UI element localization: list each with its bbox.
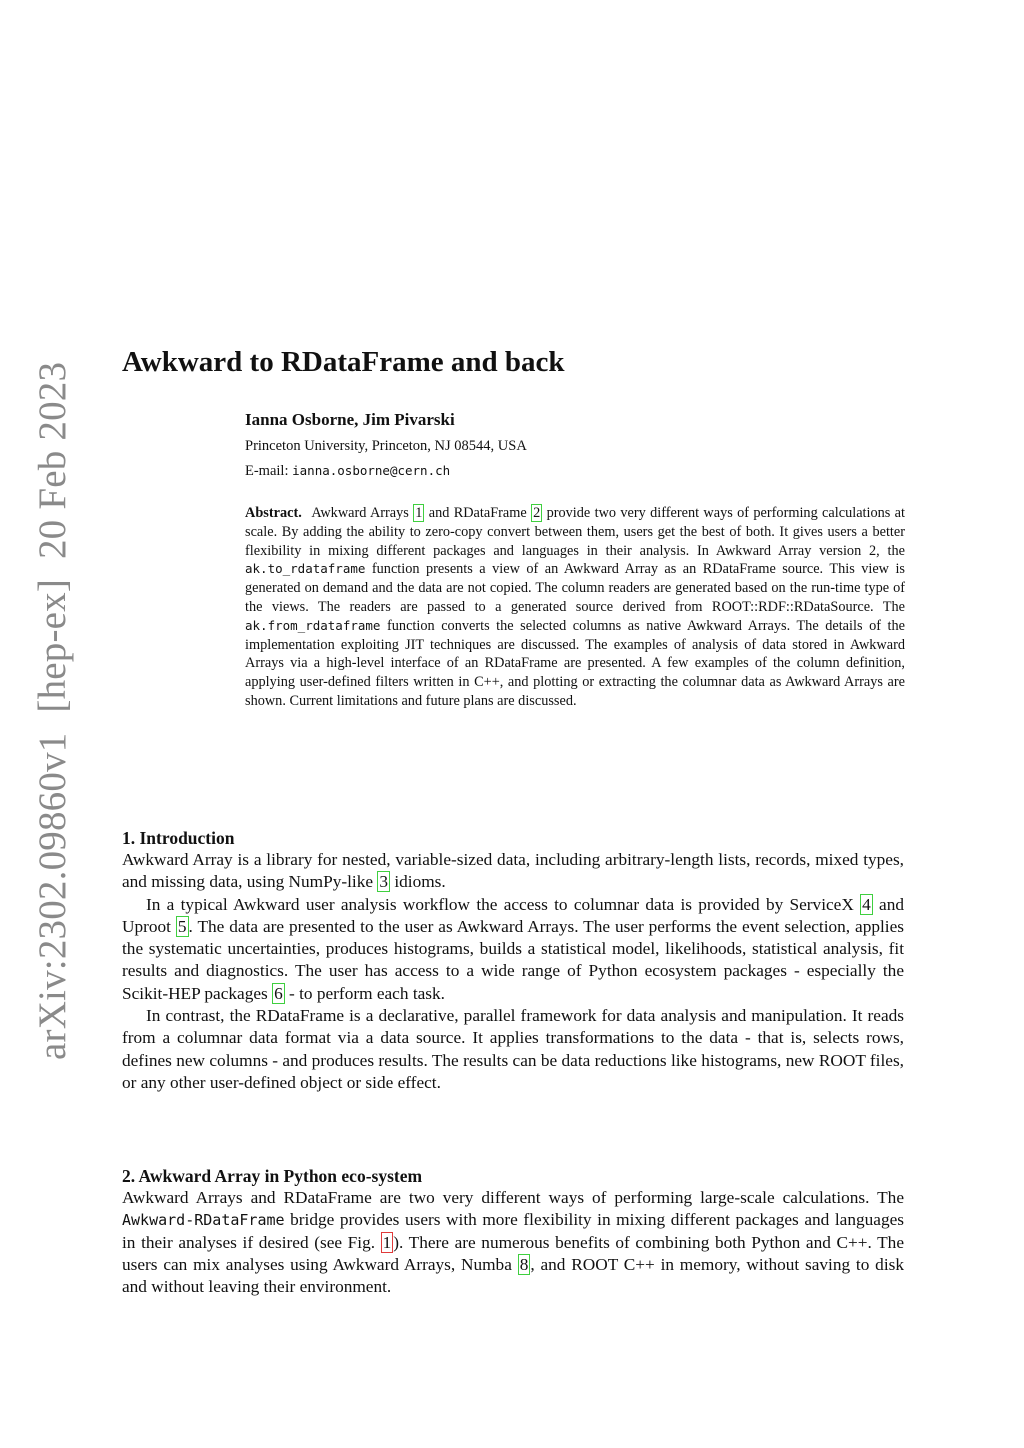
paragraph: In contrast, the RDataFrame is a declarative, parallel framework for data analysis and manipulation. It reads from a columnar data format via a data source. It applies transformations to the data - that is, selects rows, defines new columns - and produces results. The results can be data reductions like histograms, new ROOT files, or any other user-defined object or side effect. (122, 1006, 904, 1092)
inline-code: Awkward-RDataFrame (122, 1211, 285, 1230)
abstract-text: function presents a view of an Awkward Array as an RDataFrame source. This view is generated on demand and the data are not copied. The column readers are generated based on the run-time type of the views. The readers are passed to a generated source derived from ROOT::RDF::RDataSource. The (245, 561, 905, 615)
citation-link[interactable]: 1 (415, 505, 423, 521)
arxiv-stamp (30, 362, 75, 1060)
paragraph-text: - to perform each task. (289, 983, 445, 1003)
inline-code: ak.from_rdataframe (245, 617, 381, 633)
abstract-text: provide two very different ways of performing calculations at scale. By adding the ability to zero-copy convert between them, users get the best of both. It gives users a better flexibility in mixing different packages and languages in their analysis. In Awkward Array version 2, the (245, 505, 905, 559)
paragraph (122, 1187, 904, 1298)
section-heading: 2. Awkward Array in Python eco-system (122, 1166, 423, 1186)
paragraph (122, 894, 904, 1005)
authors: Ianna Osborne, Jim Pivarski (245, 410, 455, 429)
section-introduction (122, 828, 904, 1094)
citation-link[interactable]: 6 (274, 983, 283, 1003)
arxiv-category: [hep-ex] (31, 578, 74, 713)
citation-link[interactable]: 3 (379, 872, 389, 892)
paper-title: Awkward to RDataFrame and back (122, 346, 565, 378)
paragraph-text: , and ROOT C++ in memory, without saving to disk and without leaving their environment. (122, 1254, 904, 1297)
front-matter (245, 410, 905, 711)
citation-link[interactable]: 5 (177, 916, 187, 936)
paragraph-text: idioms. (394, 872, 446, 892)
affiliation: Princeton University, Princeton, NJ 08544, USA (245, 438, 527, 454)
paragraph-text: In a typical Awkward user analysis workflow the access to columnar data is provided by ServiceX (146, 894, 854, 914)
paragraph-text: and Uproot (122, 894, 904, 936)
abstract-text: and RDataFrame (428, 505, 527, 521)
arxiv-date: 20 Feb 2023 (31, 361, 74, 560)
paragraph-text: ). There are numerous benefits of combining both Python and C++. The users can mix analyses using Awkward Arrays, Numba (122, 1232, 904, 1274)
paragraph-text: bridge provides users with more flexibility in mixing different packages and languages in their analyses if desired (see Fig. (122, 1210, 904, 1252)
abstract-label: Abstract. (245, 505, 302, 521)
section-heading: 1. Introduction (122, 828, 235, 848)
arxiv-id: arXiv:2302.09860v1 (31, 732, 74, 1060)
abstract (245, 504, 905, 711)
citation-link[interactable]: 2 (533, 505, 541, 521)
abstract-text: Awkward Arrays (311, 505, 409, 521)
email-label: E-mail: (245, 463, 289, 479)
paragraph-text: Awkward Array is a library for nested, variable-sized data, including arbitrary-length lists, records, mixed types, and missing data, using NumPy-like (122, 850, 904, 892)
abstract-text: function converts the selected columns as native Awkward Arrays. The details of the implementation exploiting JIT techniques are discussed. The examples of analysis of data stored in Awkward Arrays via a high-level interface of an RDataFrame are presented. A few examples of the column definition, applying user-defined filters written in C++, and plotting or extracting the columnar data as Awkward Arrays are shown. Current limitations and future plans are discussed. (245, 617, 905, 709)
figure-link[interactable]: 1 (382, 1232, 392, 1252)
paragraph-text: . The data are presented to the user as Awkward Arrays. The user performs the event selection, applies the systematic uncertainties, produces histograms, builds a statistical model, likelihoods, statistical analysis, fit results and diagnostics. The user has access to a wide range of Python ecosystem packages - especially the Scikit-HEP packages (122, 916, 904, 1003)
email-line (245, 463, 905, 480)
paragraph (122, 849, 904, 894)
inline-code: ak.to_rdataframe (245, 561, 366, 577)
section-ecosystem (122, 1166, 904, 1298)
email-address[interactable]: ianna.osborne@cern.ch (292, 463, 451, 478)
citation-link[interactable]: 8 (519, 1254, 529, 1274)
citation-link[interactable]: 4 (862, 894, 871, 914)
paragraph-text: Awkward Arrays and RDataFrame are two very different ways of performing large-scale calculations. The (122, 1188, 904, 1207)
